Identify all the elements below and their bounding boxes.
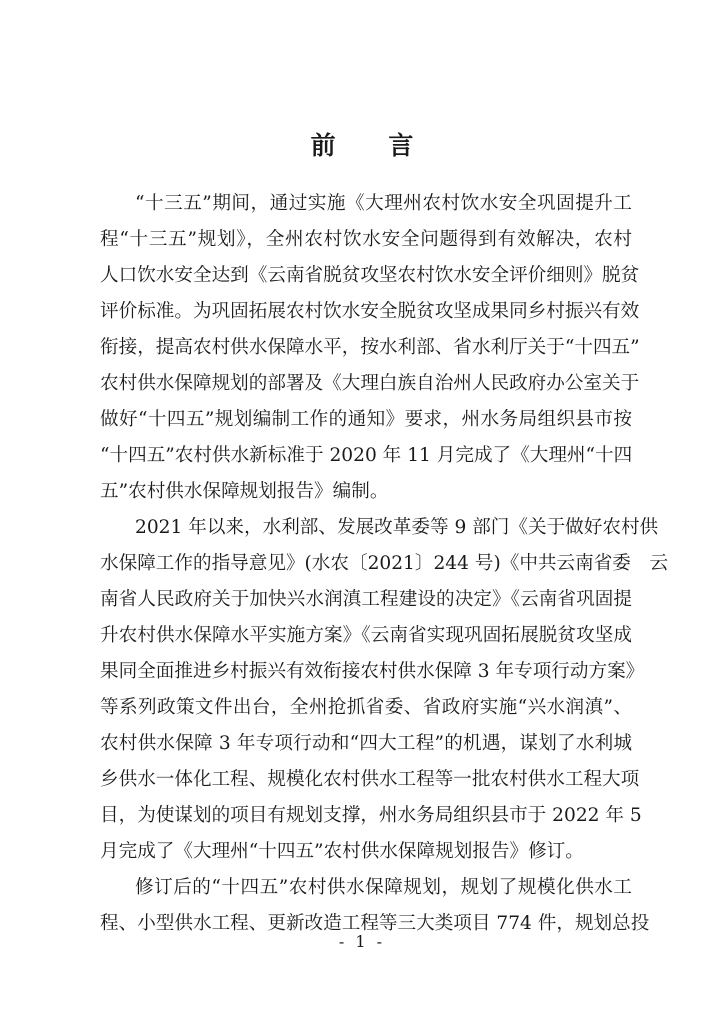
paragraph-line: 衔接，提高农村供水保障水平，按水利部、省水利厅关于“十四五” [100, 337, 640, 358]
paragraph-line: 评价标准。为巩固拓展农村饮水安全脱贫攻坚成果同乡村振兴有效 [100, 301, 640, 322]
paragraph-line: 乡供水一体化工程、规模化农村供水工程等一批农村供水工程大项 [100, 769, 640, 790]
paragraph-line: 2021 年以来，水利部、发展改革委等 9 部门《关于做好农村供 [135, 517, 659, 538]
paragraph-line: 程“十三五”规划》，全州农村饮水安全问题得到有效解决，农村 [100, 229, 632, 250]
paragraph-line: 目，为使谋划的项目有规划支撑，州水务局组织县市于 2022 年 5 [100, 805, 642, 826]
paragraph-line: 修订后的“十四五”农村供水保障规划，规划了规模化供水工 [135, 877, 632, 898]
paragraph-line: 程、小型供水工程、更新改造工程等三大类项目 774 件，规划总投 [100, 913, 650, 934]
paragraph-line: 五”农村供水保障规划报告》编制。 [100, 481, 389, 502]
paragraph-line: 人口饮水安全达到《云南省脱贫攻坚农村饮水安全评价细则》脱贫 [100, 265, 640, 286]
paragraph-line: 农村供水保障 3 年专项行动和“四大工程”的机遇，谋划了水利城 [100, 733, 632, 754]
paragraph-line: 水保障工作的指导意见》(水农〔2021〕244 号)《中共云南省委 云 [100, 553, 669, 574]
page-number: - 1 - [338, 932, 386, 951]
paragraph-line: 月完成了《大理州“十四五”农村供水保障规划报告》修订。 [100, 841, 584, 862]
paragraph-line: 南省人民政府关于加快兴水润滇工程建设的决定》《云南省巩固提 [100, 589, 632, 610]
paragraph-line: 做好“十四五”规划编制工作的通知》要求，州水务局组织县市按 [100, 409, 632, 430]
paragraph-line: “十三五”期间，通过实施《大理州农村饮水安全巩固提升工 [135, 193, 632, 214]
paragraph-line: 果同全面推进乡村振兴有效衔接农村供水保障 3 年专项行动方案》 [100, 661, 645, 682]
paragraph-line: 升农村供水保障水平实施方案》《云南省实现巩固拓展脱贫攻坚成 [100, 625, 632, 646]
paragraph-line: 等系列政策文件出台，全州抢抓省委、省政府实施“兴水润滇”、 [100, 697, 632, 718]
paragraph-line: “十四五”农村供水新标准于 2020 年 11 月完成了《大理州“十四 [100, 445, 633, 466]
paragraph-line: 农村供水保障规划的部署及《大理白族自治州人民政府办公室关于 [100, 373, 640, 394]
page-title: 前 言 [310, 131, 436, 160]
